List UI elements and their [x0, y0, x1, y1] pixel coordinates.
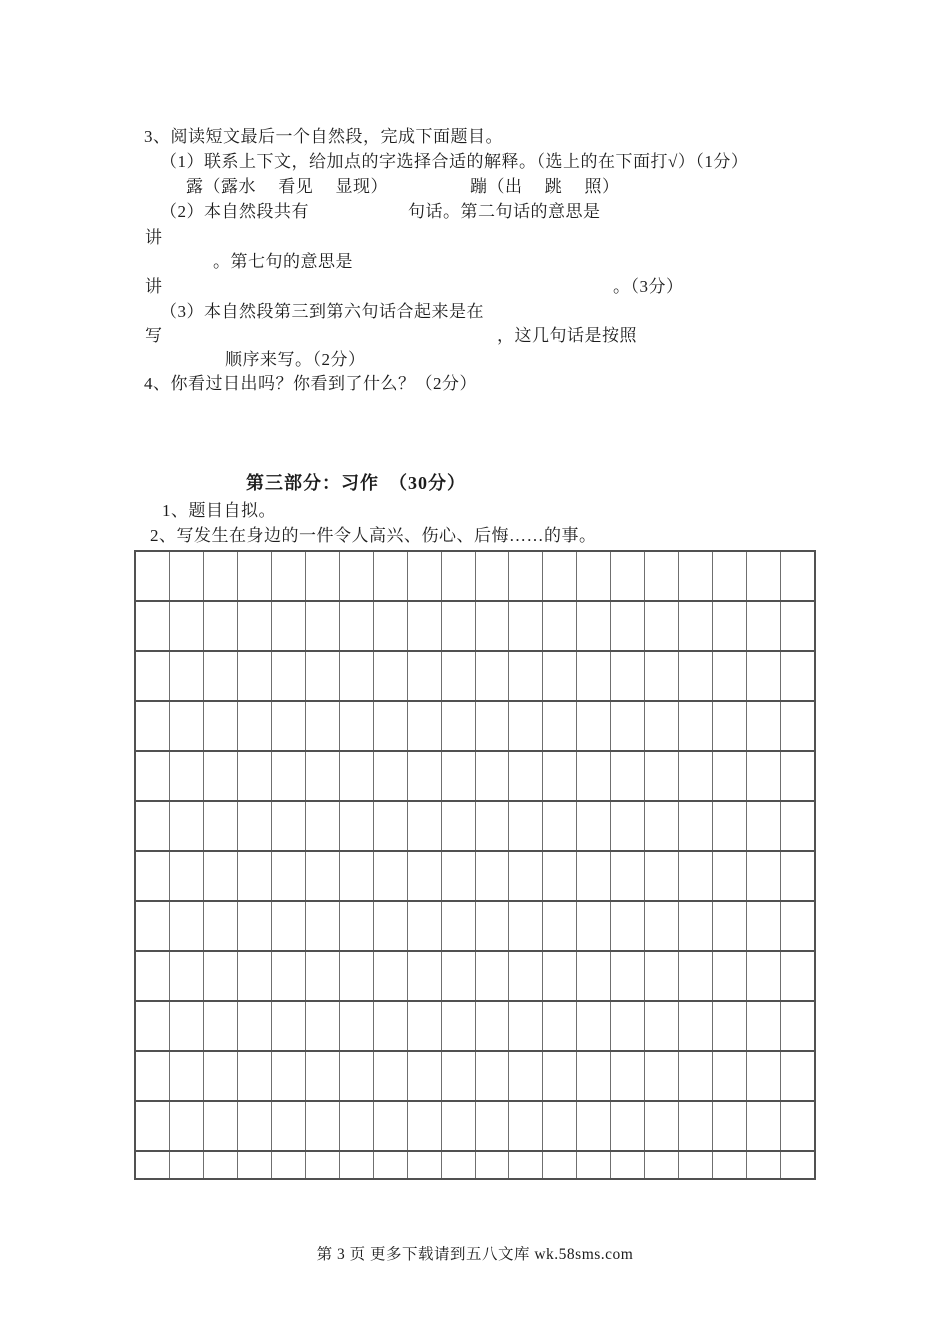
grid-cell — [442, 652, 476, 700]
grid-cell — [204, 1152, 238, 1178]
grid-cell — [713, 1152, 747, 1178]
grid-cell — [374, 602, 408, 650]
grid-cell — [272, 752, 306, 800]
grid-cell — [272, 652, 306, 700]
answer-word-xie: 写 — [145, 326, 163, 345]
grid-cell — [442, 702, 476, 750]
grid-cell — [136, 852, 170, 900]
grid-cell — [679, 1002, 713, 1050]
grid-cell — [509, 952, 543, 1000]
grid-row — [136, 952, 814, 1002]
grid-cell — [408, 802, 442, 850]
grid-cell — [679, 852, 713, 900]
grid-cell — [509, 602, 543, 650]
grid-cell — [204, 952, 238, 1000]
grid-cell — [340, 802, 374, 850]
grid-cell — [543, 852, 577, 900]
question-3-3-line3: 顺序来写。（2分） — [225, 350, 366, 369]
grid-cell — [611, 802, 645, 850]
grid-cell — [204, 852, 238, 900]
grid-cell — [509, 902, 543, 950]
grid-cell — [679, 802, 713, 850]
grid-cell — [645, 1002, 679, 1050]
grid-cell — [577, 652, 611, 700]
grid-cell — [645, 952, 679, 1000]
question-3-2-tail: 句话。第二句话的意思是 — [408, 202, 601, 221]
grid-cell — [747, 1152, 781, 1178]
grid-cell — [374, 952, 408, 1000]
grid-cell — [577, 1102, 611, 1150]
grid-cell — [476, 702, 510, 750]
grid-cell — [747, 1102, 781, 1150]
grid-cell — [204, 652, 238, 700]
grid-cell — [340, 652, 374, 700]
grid-cell — [374, 1102, 408, 1150]
grid-cell — [679, 752, 713, 800]
grid-cell — [611, 952, 645, 1000]
grid-cell — [340, 1002, 374, 1050]
grid-cell — [204, 552, 238, 600]
answer-word-jiang-1: 讲 — [145, 228, 163, 247]
grid-cell — [170, 902, 204, 950]
grid-cell — [577, 1002, 611, 1050]
grid-cell — [306, 1052, 340, 1100]
grid-cell — [408, 702, 442, 750]
grid-cell — [238, 552, 272, 600]
grid-cell — [747, 752, 781, 800]
grid-cell — [136, 1002, 170, 1050]
grid-cell — [408, 552, 442, 600]
grid-cell — [136, 1102, 170, 1150]
grid-cell — [611, 1052, 645, 1100]
grid-row — [136, 652, 814, 702]
grid-cell — [136, 552, 170, 600]
grid-cell — [306, 1102, 340, 1150]
grid-cell — [170, 652, 204, 700]
grid-cell — [306, 1002, 340, 1050]
grid-cell — [543, 552, 577, 600]
question-3-3-tail: ，这几句话是按照 — [497, 326, 637, 345]
grid-cell — [679, 652, 713, 700]
grid-cell — [170, 952, 204, 1000]
grid-cell — [781, 802, 814, 850]
grid-cell — [543, 1002, 577, 1050]
grid-cell — [611, 1002, 645, 1050]
grid-cell — [340, 952, 374, 1000]
grid-cell — [408, 902, 442, 950]
grid-cell — [408, 602, 442, 650]
grid-cell — [713, 752, 747, 800]
section-heading: 第三部分：习作 （30分） — [246, 473, 466, 493]
grid-cell — [577, 802, 611, 850]
question-4: 4、你看过日出吗？你看到了什么？（2分） — [144, 374, 477, 393]
grid-cell — [272, 952, 306, 1000]
grid-cell — [272, 1102, 306, 1150]
grid-cell — [204, 702, 238, 750]
grid-cell — [374, 1052, 408, 1100]
grid-cell — [136, 602, 170, 650]
grid-cell — [679, 1102, 713, 1150]
grid-cell — [272, 852, 306, 900]
grid-cell — [611, 552, 645, 600]
grid-cell — [747, 652, 781, 700]
grid-cell — [238, 952, 272, 1000]
grid-cell — [442, 552, 476, 600]
grid-cell — [645, 752, 679, 800]
grid-cell — [272, 1002, 306, 1050]
grid-cell — [543, 902, 577, 950]
grid-cell — [306, 702, 340, 750]
grid-cell — [238, 1052, 272, 1100]
grid-cell — [340, 552, 374, 600]
grid-cell — [611, 652, 645, 700]
grid-cell — [577, 702, 611, 750]
grid-cell — [543, 1052, 577, 1100]
grid-cell — [238, 1102, 272, 1150]
grid-cell — [442, 852, 476, 900]
grid-cell — [679, 552, 713, 600]
grid-cell — [170, 802, 204, 850]
grid-cell — [238, 852, 272, 900]
grid-cell — [476, 602, 510, 650]
question-3-2-score: 。（3分） — [613, 277, 684, 296]
grid-cell — [577, 752, 611, 800]
grid-cell — [442, 902, 476, 950]
grid-cell — [136, 702, 170, 750]
grid-cell — [374, 852, 408, 900]
grid-cell — [374, 902, 408, 950]
grid-cell — [442, 802, 476, 850]
grid-cell — [204, 802, 238, 850]
grid-cell — [272, 1052, 306, 1100]
grid-cell — [476, 952, 510, 1000]
grid-cell — [238, 602, 272, 650]
grid-cell — [136, 802, 170, 850]
grid-cell — [408, 752, 442, 800]
grid-cell — [509, 752, 543, 800]
grid-cell — [476, 652, 510, 700]
grid-cell — [611, 1102, 645, 1150]
grid-cell — [306, 652, 340, 700]
question-3-2-lead: （2）本自然段共有 — [160, 202, 309, 221]
grid-cell — [204, 752, 238, 800]
grid-cell — [170, 702, 204, 750]
grid-cell — [781, 952, 814, 1000]
grid-cell — [442, 752, 476, 800]
grid-cell — [340, 1102, 374, 1150]
grid-cell — [340, 752, 374, 800]
grid-cell — [476, 802, 510, 850]
grid-cell — [543, 802, 577, 850]
grid-cell — [781, 1102, 814, 1150]
grid-cell — [781, 652, 814, 700]
grid-cell — [747, 952, 781, 1000]
grid-cell — [170, 752, 204, 800]
grid-cell — [543, 1102, 577, 1150]
grid-cell — [442, 1152, 476, 1178]
grid-row — [136, 852, 814, 902]
grid-cell — [306, 552, 340, 600]
grid-row — [136, 1002, 814, 1052]
grid-cell — [442, 602, 476, 650]
grid-cell — [645, 702, 679, 750]
grid-cell — [306, 852, 340, 900]
grid-cell — [747, 602, 781, 650]
writing-note-2: 2、写发生在身边的一件令人高兴、伤心、后悔……的事。 — [150, 526, 597, 545]
grid-cell — [509, 1002, 543, 1050]
grid-cell — [577, 552, 611, 600]
grid-cell — [238, 902, 272, 950]
grid-cell — [204, 1052, 238, 1100]
grid-cell — [442, 1052, 476, 1100]
grid-cell — [781, 752, 814, 800]
grid-cell — [611, 602, 645, 650]
grid-cell — [713, 1102, 747, 1150]
grid-cell — [509, 1152, 543, 1178]
grid-cell — [781, 552, 814, 600]
grid-cell — [747, 702, 781, 750]
grid-row — [136, 702, 814, 752]
grid-cell — [747, 852, 781, 900]
question-3-1: （1）联系上下文，给加点的字选择合适的解释。（选上的在下面打√）（1分） — [160, 152, 749, 171]
grid-cell — [713, 1052, 747, 1100]
grid-cell — [509, 1052, 543, 1100]
grid-cell — [476, 1102, 510, 1150]
grid-row — [136, 802, 814, 852]
writing-grid — [134, 550, 816, 1180]
grid-cell — [340, 1152, 374, 1178]
question-3-2-mid: 。第七句的意思是 — [213, 252, 353, 271]
grid-cell — [306, 952, 340, 1000]
grid-cell — [340, 902, 374, 950]
grid-cell — [781, 1152, 814, 1178]
grid-cell — [442, 1102, 476, 1150]
grid-cell — [645, 552, 679, 600]
grid-cell — [374, 702, 408, 750]
grid-cell — [713, 702, 747, 750]
grid-cell — [713, 552, 747, 600]
grid-cell — [747, 552, 781, 600]
grid-cell — [476, 1052, 510, 1100]
grid-row — [136, 552, 814, 602]
grid-cell — [306, 602, 340, 650]
grid-cell — [238, 702, 272, 750]
grid-row — [136, 1052, 814, 1102]
page-footer: 第 3 页 更多下载请到五八文库 wk.58sms.com — [316, 1246, 634, 1263]
grid-cell — [442, 952, 476, 1000]
grid-cell — [713, 902, 747, 950]
grid-cell — [577, 1152, 611, 1178]
grid-cell — [781, 602, 814, 650]
grid-cell — [170, 552, 204, 600]
grid-cell — [238, 1152, 272, 1178]
grid-cell — [170, 602, 204, 650]
grid-cell — [645, 652, 679, 700]
grid-cell — [170, 1102, 204, 1150]
grid-cell — [509, 652, 543, 700]
grid-cell — [781, 702, 814, 750]
grid-cell — [306, 902, 340, 950]
grid-cell — [306, 752, 340, 800]
grid-cell — [272, 902, 306, 950]
grid-cell — [204, 1102, 238, 1150]
grid-cell — [645, 852, 679, 900]
grid-cell — [374, 802, 408, 850]
grid-cell — [340, 1052, 374, 1100]
grid-cell — [713, 952, 747, 1000]
option-group-lu: 露（露水 看见 显现） — [186, 177, 388, 196]
grid-cell — [374, 552, 408, 600]
grid-cell — [679, 602, 713, 650]
grid-cell — [781, 852, 814, 900]
grid-cell — [408, 1052, 442, 1100]
grid-cell — [136, 952, 170, 1000]
grid-cell — [543, 952, 577, 1000]
grid-cell — [374, 652, 408, 700]
grid-cell — [781, 1002, 814, 1050]
grid-row — [136, 602, 814, 652]
grid-cell — [611, 702, 645, 750]
grid-cell — [204, 902, 238, 950]
grid-row — [136, 902, 814, 952]
grid-cell — [543, 652, 577, 700]
grid-cell — [713, 852, 747, 900]
grid-cell — [238, 802, 272, 850]
grid-cell — [408, 1102, 442, 1150]
grid-cell — [679, 702, 713, 750]
grid-cell — [645, 1052, 679, 1100]
grid-cell — [747, 902, 781, 950]
grid-cell — [238, 1002, 272, 1050]
grid-cell — [679, 1052, 713, 1100]
grid-cell — [611, 902, 645, 950]
grid-cell — [747, 1052, 781, 1100]
grid-cell — [611, 1152, 645, 1178]
grid-cell — [306, 802, 340, 850]
grid-cell — [272, 702, 306, 750]
grid-cell — [679, 902, 713, 950]
grid-cell — [442, 1002, 476, 1050]
grid-cell — [747, 802, 781, 850]
grid-cell — [374, 752, 408, 800]
grid-cell — [238, 652, 272, 700]
grid-cell — [577, 1052, 611, 1100]
grid-cell — [543, 1152, 577, 1178]
grid-cell — [408, 652, 442, 700]
grid-cell — [408, 1002, 442, 1050]
grid-cell — [713, 602, 747, 650]
grid-cell — [476, 1152, 510, 1178]
grid-cell — [476, 1002, 510, 1050]
grid-cell — [543, 602, 577, 650]
grid-cell — [577, 902, 611, 950]
grid-cell — [577, 852, 611, 900]
grid-cell — [509, 702, 543, 750]
grid-cell — [136, 902, 170, 950]
question-3-3-line1: （3）本自然段第三到第六句话合起来是在 — [160, 302, 484, 321]
grid-cell — [747, 1002, 781, 1050]
grid-cell — [645, 1152, 679, 1178]
grid-cell — [340, 852, 374, 900]
grid-cell — [204, 602, 238, 650]
grid-cell — [170, 852, 204, 900]
grid-cell — [136, 652, 170, 700]
question-3-title: 3、阅读短文最后一个自然段，完成下面题目。 — [144, 127, 503, 146]
grid-row — [136, 1152, 814, 1178]
grid-cell — [204, 1002, 238, 1050]
grid-cell — [713, 802, 747, 850]
grid-cell — [408, 852, 442, 900]
grid-cell — [170, 1052, 204, 1100]
grid-row — [136, 1102, 814, 1152]
grid-cell — [713, 1002, 747, 1050]
grid-cell — [476, 852, 510, 900]
grid-cell — [170, 1152, 204, 1178]
grid-cell — [340, 602, 374, 650]
grid-cell — [272, 602, 306, 650]
grid-cell — [476, 902, 510, 950]
grid-cell — [509, 552, 543, 600]
grid-cell — [136, 752, 170, 800]
grid-cell — [272, 1152, 306, 1178]
grid-cell — [136, 1052, 170, 1100]
grid-cell — [645, 902, 679, 950]
grid-cell — [306, 1152, 340, 1178]
grid-cell — [340, 702, 374, 750]
grid-cell — [611, 852, 645, 900]
grid-cell — [272, 802, 306, 850]
grid-cell — [170, 1002, 204, 1050]
grid-cell — [476, 552, 510, 600]
grid-cell — [679, 1152, 713, 1178]
grid-cell — [408, 1152, 442, 1178]
answer-word-jiang-2: 讲 — [145, 277, 163, 296]
grid-cell — [136, 1152, 170, 1178]
grid-row — [136, 752, 814, 802]
grid-cell — [238, 752, 272, 800]
grid-cell — [509, 1102, 543, 1150]
grid-cell — [272, 552, 306, 600]
grid-cell — [645, 802, 679, 850]
grid-cell — [543, 702, 577, 750]
grid-cell — [509, 852, 543, 900]
grid-cell — [577, 602, 611, 650]
grid-cell — [509, 802, 543, 850]
grid-cell — [713, 652, 747, 700]
grid-cell — [611, 752, 645, 800]
grid-cell — [679, 952, 713, 1000]
grid-cell — [543, 752, 577, 800]
writing-note-1: 1、题目自拟。 — [162, 501, 276, 520]
grid-cell — [645, 602, 679, 650]
grid-cell — [577, 952, 611, 1000]
grid-cell — [645, 1102, 679, 1150]
grid-cell — [476, 752, 510, 800]
option-group-beng: 蹦（出 跳 照） — [470, 177, 620, 196]
grid-cell — [374, 1152, 408, 1178]
grid-cell — [781, 902, 814, 950]
grid-cell — [408, 952, 442, 1000]
grid-cell — [374, 1002, 408, 1050]
grid-cell — [781, 1052, 814, 1100]
